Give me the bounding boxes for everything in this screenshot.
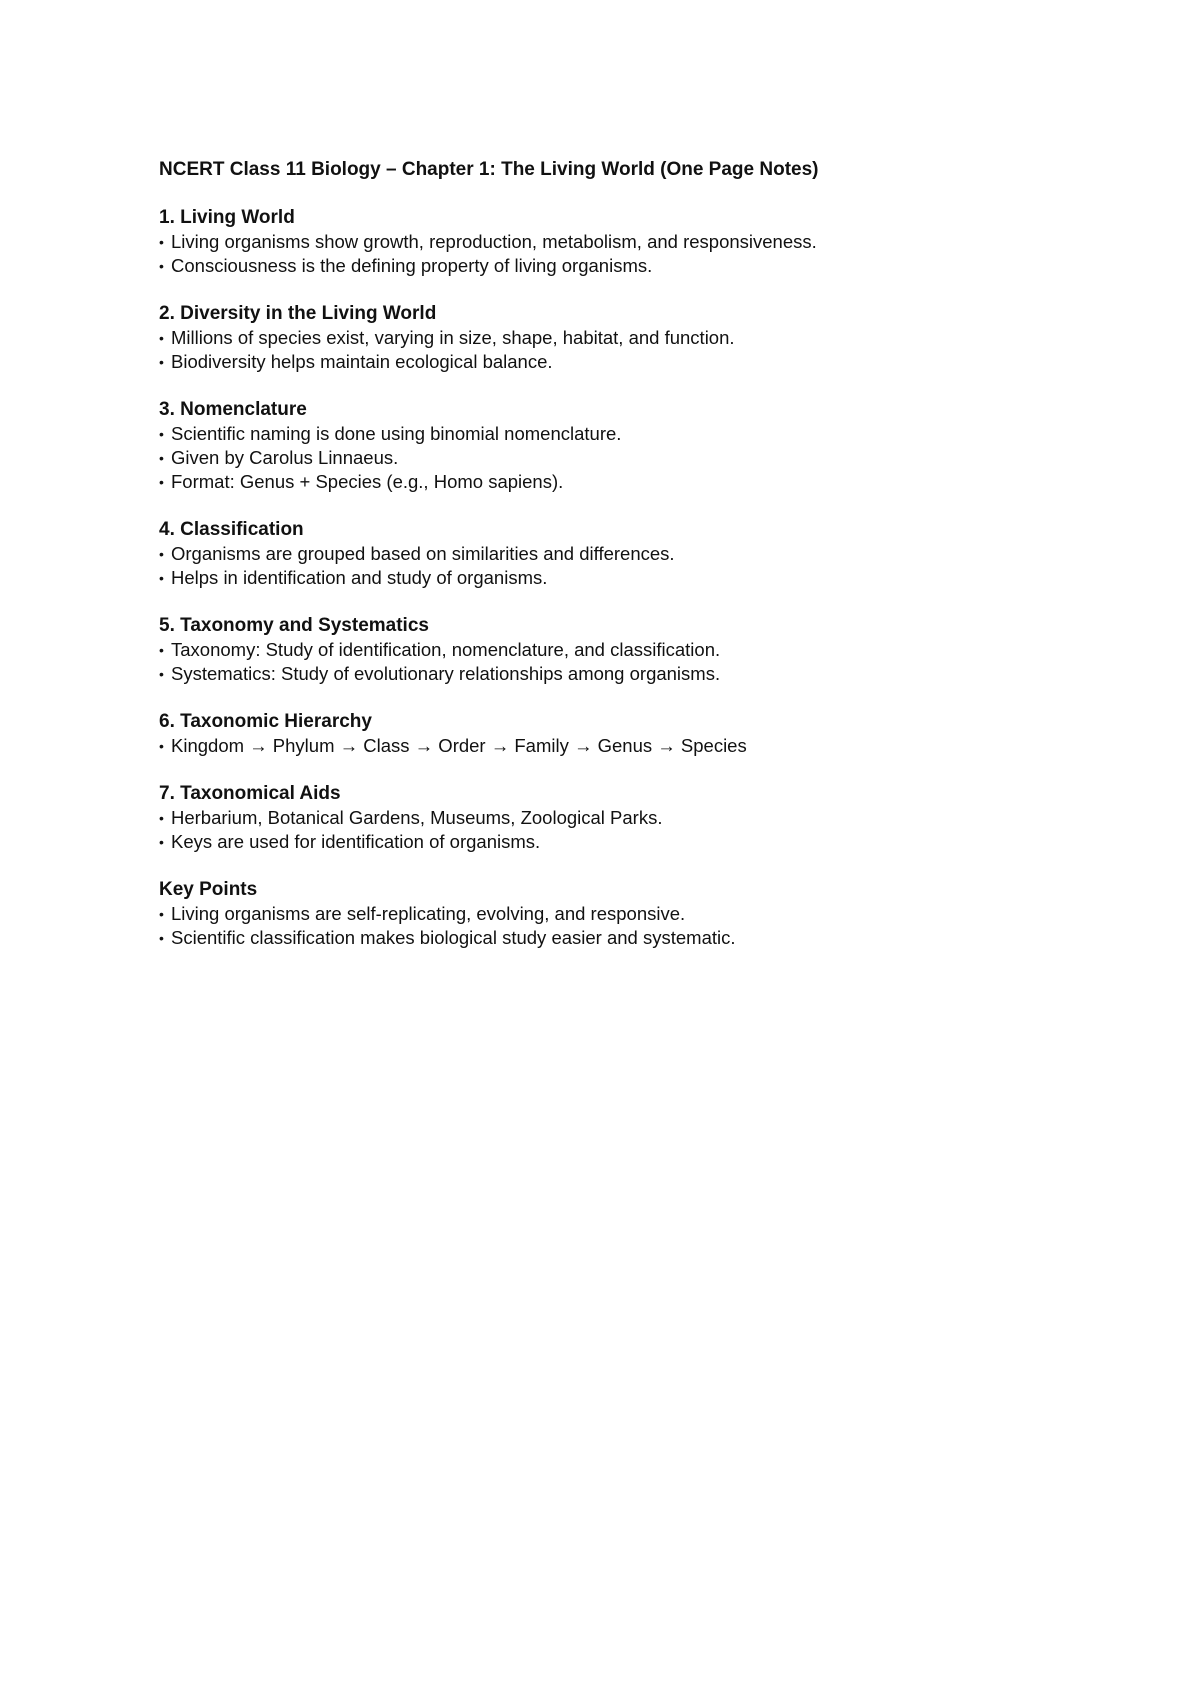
bullet-item — [159, 734, 1139, 758]
bullet-mark: • — [159, 906, 164, 922]
bullet-mark: • — [159, 738, 164, 754]
bullet-item — [159, 254, 1139, 278]
bullet-mark: • — [159, 330, 164, 346]
section-heading: 5. Taxonomy and Systematics — [159, 615, 429, 636]
bullet-item — [159, 422, 1139, 446]
document-page — [159, 158, 1139, 974]
bullet-list — [159, 638, 1139, 686]
section — [159, 302, 1139, 374]
section — [159, 614, 1139, 686]
bullet-list — [159, 542, 1139, 590]
bullet-text: Herbarium, Botanical Gardens, Museums, Zoological Parks. — [171, 807, 663, 828]
section-heading: 1. Living World — [159, 207, 295, 228]
bullet-list — [159, 806, 1139, 854]
bullet-item — [159, 470, 1139, 494]
bullet-mark: • — [159, 474, 164, 490]
section-heading: 4. Classification — [159, 519, 304, 540]
bullet-mark: • — [159, 810, 164, 826]
bullet-text: Systematics: Study of evolutionary relationships among organisms. — [171, 663, 721, 684]
bullet-text: Given by Carolus Linnaeus. — [171, 447, 399, 468]
bullet-item — [159, 350, 1139, 374]
bullet-text: Kingdom → Phylum → Class → Order → Family → Genus → Species — [171, 735, 747, 756]
bullet-mark: • — [159, 546, 164, 562]
bullet-item — [159, 902, 1139, 926]
bullet-mark: • — [159, 234, 164, 250]
bullet-item — [159, 830, 1139, 854]
bullet-item — [159, 446, 1139, 470]
bullet-item — [159, 638, 1139, 662]
bullet-text: Helps in identification and study of organisms. — [171, 567, 548, 588]
sections-container — [159, 206, 1139, 950]
bullet-text: Scientific naming is done using binomial nomenclature. — [171, 423, 622, 444]
section — [159, 878, 1139, 950]
bullet-mark: • — [159, 450, 164, 466]
section-heading: Key Points — [159, 879, 258, 900]
section — [159, 398, 1139, 494]
bullet-list — [159, 902, 1139, 950]
bullet-text: Biodiversity helps maintain ecological balance. — [171, 351, 553, 372]
bullet-text: Millions of species exist, varying in size, shape, habitat, and function. — [171, 327, 735, 348]
bullet-mark: • — [159, 642, 164, 658]
bullet-item — [159, 926, 1139, 950]
bullet-item — [159, 542, 1139, 566]
bullet-text: Scientific classification makes biological study easier and systematic. — [171, 927, 736, 948]
section — [159, 782, 1139, 854]
section-heading: 2. Diversity in the Living World — [159, 303, 437, 324]
bullet-mark: • — [159, 930, 164, 946]
section — [159, 518, 1139, 590]
bullet-text: Keys are used for identification of organisms. — [171, 831, 541, 852]
bullet-item — [159, 326, 1139, 350]
section-heading: 6. Taxonomic Hierarchy — [159, 711, 372, 732]
bullet-list — [159, 326, 1139, 374]
bullet-item — [159, 806, 1139, 830]
bullet-text: Format: Genus + Species (e.g., Homo sapiens). — [171, 471, 564, 492]
document-title: NCERT Class 11 Biology – Chapter 1: The Living World (One Page Notes) — [159, 159, 819, 180]
bullet-mark: • — [159, 354, 164, 370]
section-heading: 3. Nomenclature — [159, 399, 307, 420]
bullet-text: Living organisms show growth, reproduction, metabolism, and responsiveness. — [171, 231, 817, 252]
bullet-mark: • — [159, 834, 164, 850]
bullet-mark: • — [159, 258, 164, 274]
bullet-text: Organisms are grouped based on similarities and differences. — [171, 543, 675, 564]
bullet-text: Living organisms are self-replicating, evolving, and responsive. — [171, 903, 686, 924]
bullet-item — [159, 662, 1139, 686]
bullet-list — [159, 734, 1139, 758]
bullet-list — [159, 230, 1139, 278]
bullet-item — [159, 566, 1139, 590]
bullet-list — [159, 422, 1139, 494]
section-heading: 7. Taxonomical Aids — [159, 783, 341, 804]
bullet-item — [159, 230, 1139, 254]
bullet-text: Taxonomy: Study of identification, nomenclature, and classification. — [171, 639, 721, 660]
section — [159, 710, 1139, 758]
bullet-mark: • — [159, 666, 164, 682]
bullet-text: Consciousness is the defining property of living organisms. — [171, 255, 653, 276]
bullet-mark: • — [159, 570, 164, 586]
section — [159, 206, 1139, 278]
bullet-mark: • — [159, 426, 164, 442]
